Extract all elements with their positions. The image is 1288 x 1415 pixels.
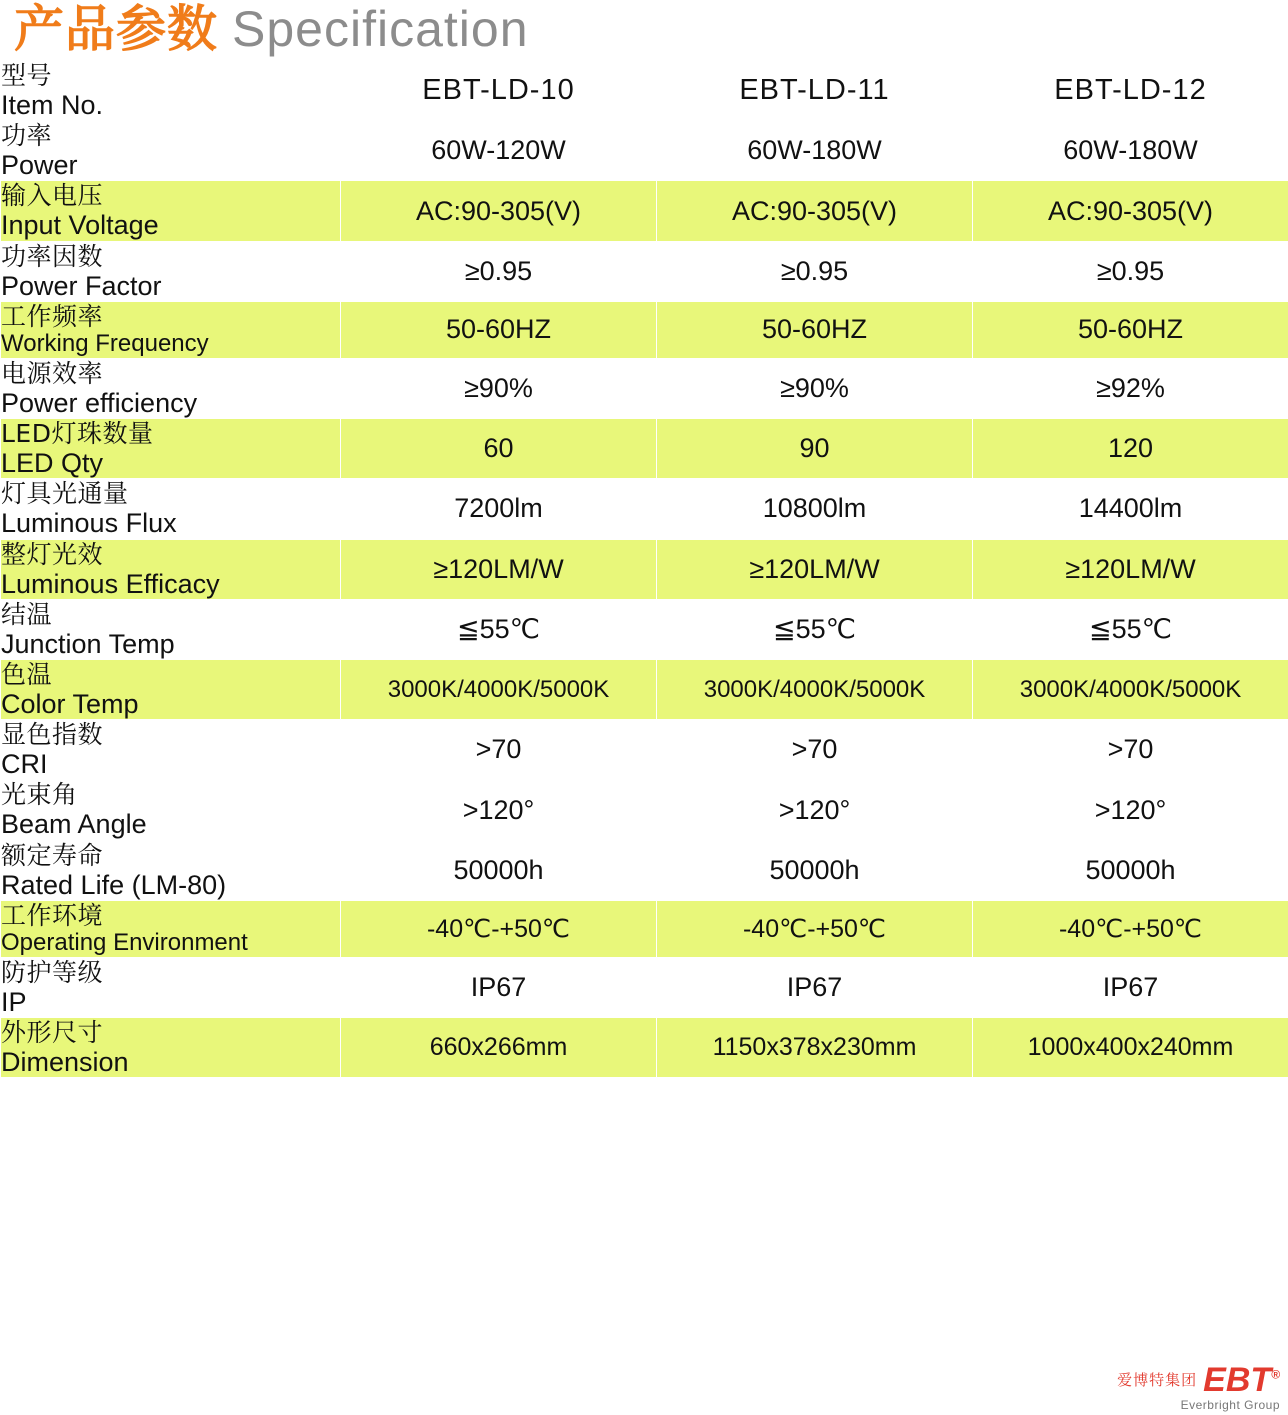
row-label	[1, 840, 341, 900]
row-label-en: Color Temp	[1, 688, 139, 719]
row-label-en: Operating Environment	[1, 928, 248, 956]
logo-brand	[1203, 1363, 1280, 1397]
row-label-en: Input Voltage	[1, 210, 159, 241]
row-label	[1, 539, 341, 599]
row-label-cn: 电源效率	[1, 358, 104, 388]
cell-value: ≦55℃	[341, 599, 657, 659]
cell-value: EBT-LD-12	[973, 61, 1288, 121]
table-row	[1, 840, 1288, 900]
row-label-cn: 防护等级	[1, 957, 104, 987]
row-label	[1, 780, 341, 840]
row-label-cn: LED灯珠数量	[1, 419, 154, 449]
cell-value: IP67	[341, 957, 657, 1017]
row-label-cn: 显色指数	[1, 720, 104, 750]
cell-value: IP67	[657, 957, 973, 1017]
cell-value: ≦55℃	[973, 599, 1288, 659]
table-row	[1, 61, 1288, 121]
cell-value: ≥120LM/W	[341, 539, 657, 599]
specification-table	[0, 60, 1288, 1078]
row-label	[1, 1018, 341, 1078]
cell-value: 50-60HZ	[657, 301, 973, 358]
logo-chinese-name: 爱博特集团	[1117, 1370, 1198, 1389]
table-row	[1, 957, 1288, 1017]
row-label-en: Power efficiency	[1, 387, 198, 418]
row-label	[1, 900, 341, 957]
logo-subtitle: Everbright Group	[1180, 1398, 1280, 1412]
row-label-cn: 额定寿命	[1, 840, 104, 870]
cell-value: EBT-LD-11	[657, 61, 973, 121]
cell-value: ≥0.95	[341, 241, 657, 301]
row-label-cn: 功率	[1, 121, 53, 151]
row-label	[1, 957, 341, 1017]
cell-value: >120°	[657, 780, 973, 840]
cell-value: 14400lm	[973, 479, 1288, 539]
table-row	[1, 181, 1288, 241]
cell-value: 90	[657, 419, 973, 479]
row-label-cn: 光束角	[1, 780, 78, 810]
cell-value: 50000h	[973, 840, 1288, 900]
cell-value: -40℃-+50℃	[341, 900, 657, 957]
table-row	[1, 121, 1288, 181]
row-label	[1, 61, 341, 121]
cell-value: ≥90%	[341, 358, 657, 418]
row-label-en: IP	[1, 986, 27, 1017]
cell-value: >70	[657, 720, 973, 780]
cell-value: 1000x400x240mm	[973, 1018, 1288, 1078]
cell-value: 50-60HZ	[973, 301, 1288, 358]
cell-value: ≦55℃	[657, 599, 973, 659]
cell-value: 7200lm	[341, 479, 657, 539]
cell-value: 3000K/4000K/5000K	[341, 659, 657, 719]
cell-value: -40℃-+50℃	[973, 900, 1288, 957]
cell-value: IP67	[973, 957, 1288, 1017]
cell-value: ≥90%	[657, 358, 973, 418]
cell-value: >70	[973, 720, 1288, 780]
cell-value: EBT-LD-10	[341, 61, 657, 121]
table-row	[1, 479, 1288, 539]
row-label-en: Item No.	[1, 90, 104, 120]
cell-value: 60W-180W	[657, 121, 973, 181]
cell-value: AC:90-305(V)	[657, 181, 973, 241]
row-label	[1, 419, 341, 479]
cell-value: AC:90-305(V)	[341, 181, 657, 241]
row-label	[1, 659, 341, 719]
cell-value: ≥0.95	[657, 241, 973, 301]
row-label-en: Beam Angle	[1, 809, 147, 840]
logo-registered-mark: ®	[1271, 1367, 1280, 1382]
row-label-en: Power Factor	[1, 270, 162, 301]
row-label-en: Luminous Flux	[1, 508, 177, 539]
row-label-en: Junction Temp	[1, 628, 175, 659]
cell-value: -40℃-+50℃	[657, 900, 973, 957]
cell-value: 60W-120W	[341, 121, 657, 181]
table-row	[1, 900, 1288, 957]
cell-value: >120°	[341, 780, 657, 840]
table-row	[1, 1018, 1288, 1078]
row-label	[1, 479, 341, 539]
row-label	[1, 181, 341, 241]
row-label-en: Luminous Efficacy	[1, 568, 220, 599]
page-title-cn: 产品参数	[14, 0, 218, 58]
specification-table-body	[1, 61, 1288, 1078]
cell-value: 1150x378x230mm	[657, 1018, 973, 1078]
cell-value: 10800lm	[657, 479, 973, 539]
row-label-en: CRI	[1, 749, 48, 780]
cell-value: ≥92%	[973, 358, 1288, 418]
row-label-cn: 色温	[1, 659, 53, 689]
table-row	[1, 539, 1288, 599]
table-row	[1, 358, 1288, 418]
cell-value: 3000K/4000K/5000K	[973, 659, 1288, 719]
page-title-en: Specification	[232, 1, 529, 57]
row-label-cn: 工作环境	[1, 900, 104, 930]
cell-value: ≥120LM/W	[973, 539, 1288, 599]
cell-value: 3000K/4000K/5000K	[657, 659, 973, 719]
row-label	[1, 358, 341, 418]
row-label-cn: 型号	[1, 61, 53, 90]
row-label-en: Rated Life (LM-80)	[1, 869, 227, 900]
row-label-en: Power	[1, 150, 78, 181]
row-label-cn: 输入电压	[1, 181, 104, 211]
row-label	[1, 599, 341, 659]
row-label	[1, 720, 341, 780]
row-label-cn: 整灯光效	[1, 539, 104, 569]
cell-value: 120	[973, 419, 1288, 479]
cell-value: 60	[341, 419, 657, 479]
cell-value: 50000h	[341, 840, 657, 900]
cell-value: 660x266mm	[341, 1018, 657, 1078]
row-label	[1, 301, 341, 358]
table-row	[1, 720, 1288, 780]
table-row	[1, 419, 1288, 479]
cell-value: ≥0.95	[973, 241, 1288, 301]
table-row	[1, 241, 1288, 301]
table-row	[1, 780, 1288, 840]
company-logo	[1117, 1363, 1280, 1411]
table-row	[1, 659, 1288, 719]
row-label-en: LED Qty	[1, 448, 104, 479]
table-row	[1, 301, 1288, 358]
row-label-en: Dimension	[1, 1047, 129, 1078]
logo-brand-text: EBT	[1203, 1361, 1272, 1399]
cell-value: >70	[341, 720, 657, 780]
row-label	[1, 241, 341, 301]
row-label	[1, 121, 341, 181]
row-label-cn: 灯具光通量	[1, 479, 129, 509]
row-label-en: Working Frequency	[1, 329, 209, 357]
table-row	[1, 599, 1288, 659]
row-label-cn: 功率因数	[1, 241, 104, 271]
cell-value: AC:90-305(V)	[973, 181, 1288, 241]
cell-value: 50-60HZ	[341, 301, 657, 358]
row-label-cn: 结温	[1, 599, 53, 629]
page-title	[0, 0, 1288, 60]
cell-value: 60W-180W	[973, 121, 1288, 181]
cell-value: ≥120LM/W	[657, 539, 973, 599]
row-label-cn: 工作频率	[1, 301, 104, 331]
cell-value: 50000h	[657, 840, 973, 900]
cell-value: >120°	[973, 780, 1288, 840]
row-label-cn: 外形尺寸	[1, 1018, 104, 1048]
